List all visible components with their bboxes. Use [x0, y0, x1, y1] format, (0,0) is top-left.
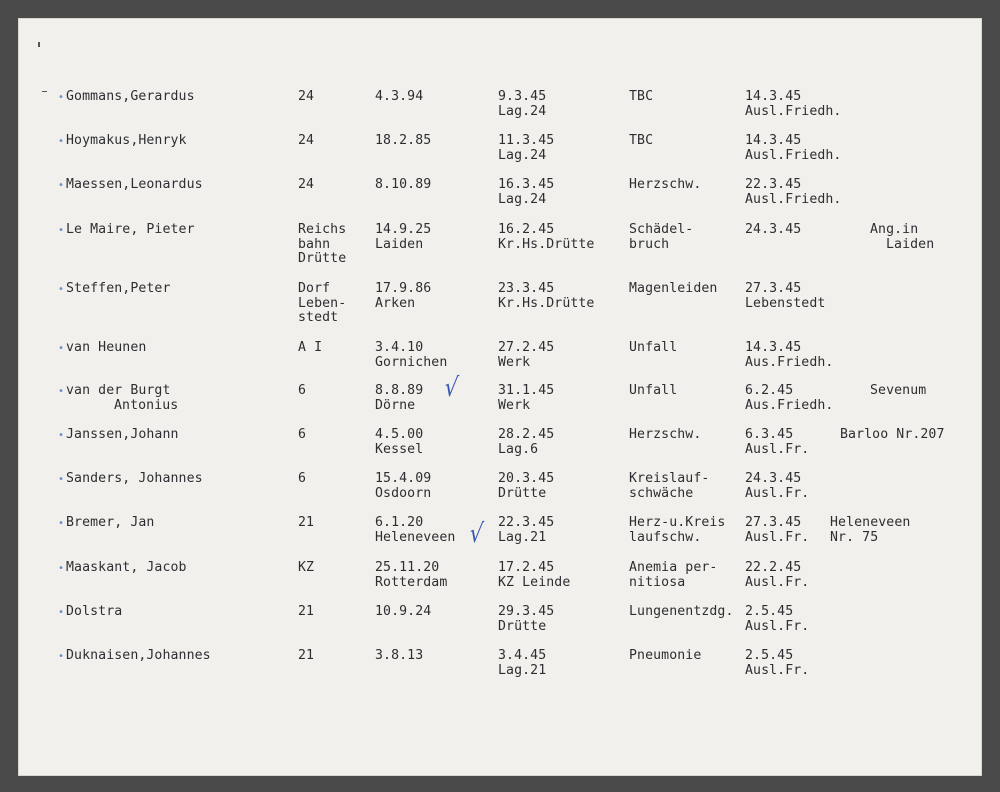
death-cell — [745, 561, 809, 590]
unit-cell-line: 21 — [298, 648, 315, 663]
document-page — [18, 18, 982, 776]
entry-cell-line: 28.2.45 — [498, 427, 555, 442]
row-bullet-icon: • — [58, 92, 65, 103]
cause-cell-line: nitiosa — [629, 574, 686, 590]
cause-cell-line: TBC — [629, 133, 654, 148]
birth-cell-line: 4.5.00 — [375, 427, 424, 442]
birth-cell-line: 8.8.89 — [375, 383, 424, 398]
birth-cell-line: 8.10.89 — [375, 177, 432, 192]
unit-cell-line: 6 — [298, 383, 307, 398]
birth-cell — [375, 178, 431, 193]
unit-cell-line: A I — [298, 340, 323, 355]
table-row — [18, 649, 982, 709]
unit-cell — [298, 90, 314, 105]
death-cell-line: 27.3.45 — [745, 281, 802, 296]
death-cell-line: Ausl.Friedh. — [745, 191, 842, 207]
entry-cell-line: Lag.21 — [498, 529, 547, 545]
death-cell — [745, 90, 841, 119]
name-cell-line: Le Maire, Pieter — [66, 222, 195, 237]
entry-cell — [498, 341, 554, 370]
entry-cell — [498, 649, 546, 678]
birth-cell — [375, 561, 447, 590]
checkmark-icon: √ — [442, 373, 460, 403]
row-bullet-icon: • — [58, 474, 65, 485]
home-cell-line: Barloo Nr.207 — [840, 427, 945, 442]
death-cell-line: Ausl.Fr. — [745, 441, 810, 457]
birth-cell-line: Osdoorn — [375, 485, 432, 501]
cause-cell — [629, 605, 734, 620]
birth-cell-line: Laiden — [375, 236, 424, 252]
death-cell — [745, 516, 809, 545]
unit-cell-line: 24 — [298, 133, 315, 148]
row-bullet-icon: • — [58, 343, 65, 354]
birth-cell — [375, 428, 423, 457]
entry-cell — [498, 134, 554, 163]
entry-cell — [498, 223, 594, 252]
death-cell-line: Lebenstedt — [745, 295, 826, 311]
entry-cell-line: Drütte — [498, 618, 547, 634]
name-cell — [66, 134, 187, 149]
birth-cell-line: Kessel — [375, 441, 424, 457]
entry-cell-line: 16.2.45 — [498, 222, 555, 237]
entry-cell — [498, 178, 554, 207]
name-cell-line: Maaskant, Jacob — [66, 560, 187, 575]
cause-cell-line: Pneumonie — [629, 648, 702, 663]
cause-cell-line: Schädel- — [629, 222, 694, 237]
name-cell — [66, 605, 122, 620]
entry-cell-line: Werk — [498, 354, 531, 370]
cause-cell-line: TBC — [629, 89, 654, 104]
cause-cell-line: Herz-u.Kreis — [629, 515, 726, 530]
row-bullet-icon: • — [58, 563, 65, 574]
home-cell — [840, 428, 945, 443]
unit-cell — [298, 223, 346, 267]
entry-cell-line: 3.4.45 — [498, 648, 547, 663]
home-cell-line: Heleneveen — [830, 515, 911, 530]
name-cell-line: Duknaisen,Johannes — [66, 648, 211, 663]
name-cell-line: Sanders, Johannes — [66, 471, 203, 486]
cause-cell-line: Magenleiden — [629, 281, 718, 296]
entry-cell — [498, 428, 554, 457]
cause-cell — [629, 282, 717, 297]
entry-cell-line: 16.3.45 — [498, 177, 555, 192]
cause-cell-line: Lungenentzdg. — [629, 604, 734, 619]
entry-cell-line: 31.1.45 — [498, 383, 555, 398]
entry-cell-line: 22.3.45 — [498, 515, 555, 530]
death-cell — [745, 282, 825, 311]
home-cell-line: Laiden — [886, 236, 935, 252]
unit-cell — [298, 605, 314, 620]
unit-cell-line: 21 — [298, 604, 315, 619]
death-cell-line: 22.2.45 — [745, 560, 802, 575]
name-cell-line: Bremer, Jan — [66, 515, 155, 530]
entry-cell-line: Lag.24 — [498, 103, 547, 119]
table-row — [18, 223, 982, 283]
death-cell-line: 6.3.45 — [745, 427, 794, 442]
entry-cell-line: Lag.21 — [498, 662, 547, 678]
name-cell — [66, 178, 203, 193]
name-cell-line: Dolstra — [66, 604, 123, 619]
cause-cell — [629, 516, 725, 545]
birth-cell-line: Dörne — [375, 397, 416, 413]
name-cell — [66, 282, 171, 297]
cause-cell-line: Unfall — [629, 340, 678, 355]
cause-cell-line: bruch — [629, 236, 670, 252]
birth-cell-line: Gornichen — [375, 354, 448, 370]
death-cell — [745, 428, 809, 457]
name-cell — [66, 472, 203, 487]
cause-cell — [629, 134, 653, 149]
name-cell-line: Janssen,Johann — [66, 427, 179, 442]
row-bullet-icon: • — [58, 180, 65, 191]
name-cell-line: Maessen,Leonardus — [66, 177, 203, 192]
death-cell-line: Ausl.Friedh. — [745, 147, 842, 163]
death-cell-line: 2.5.45 — [745, 648, 794, 663]
birth-cell-line: 15.4.09 — [375, 471, 432, 486]
death-cell — [745, 341, 833, 370]
entry-cell-line: Lag.24 — [498, 191, 547, 207]
death-cell-line: 22.3.45 — [745, 177, 802, 192]
name-cell-line: Hoymakus,Henryk — [66, 133, 187, 148]
unit-cell-line: Leben- — [298, 295, 347, 311]
unit-cell — [298, 134, 314, 149]
birth-cell — [375, 649, 423, 664]
birth-cell — [375, 384, 423, 413]
cause-cell — [629, 428, 701, 443]
death-cell — [745, 384, 833, 413]
row-bullet-icon: • — [58, 386, 65, 397]
entry-cell-line: Kr.Hs.Drütte — [498, 295, 595, 311]
unit-cell — [298, 178, 314, 193]
unit-cell-line: 24 — [298, 89, 315, 104]
unit-cell — [298, 561, 314, 576]
cause-cell-line: laufschw. — [629, 529, 702, 545]
death-cell — [745, 178, 841, 207]
entry-cell — [498, 605, 554, 634]
row-bullet-icon: • — [58, 225, 65, 236]
death-cell-line: Ausl.Friedh. — [745, 103, 842, 119]
unit-cell — [298, 341, 322, 356]
home-cell — [870, 384, 926, 399]
row-bullet-icon: • — [58, 651, 65, 662]
death-cell-line: Ausl.Fr. — [745, 662, 810, 678]
unit-cell — [298, 282, 346, 326]
death-cell — [745, 134, 841, 163]
name-cell — [66, 516, 154, 531]
death-cell-line: 24.3.45 — [745, 222, 802, 237]
table-row — [18, 282, 982, 342]
birth-cell-line: Heleneveen — [375, 529, 456, 545]
birth-cell-line: 25.11.20 — [375, 560, 440, 575]
death-cell-line: Ausl.Fr. — [745, 529, 810, 545]
cause-cell — [629, 649, 701, 664]
birth-cell-line: 17.9.86 — [375, 281, 432, 296]
unit-cell-line: stedt — [298, 310, 339, 326]
death-cell-line: 27.3.45 — [745, 515, 802, 530]
home-cell-line: Sevenum — [870, 383, 927, 398]
birth-cell — [375, 282, 431, 311]
birth-cell-line: Arken — [375, 295, 416, 311]
birth-cell-line: 6.1.20 — [375, 515, 424, 530]
birth-cell-line: 10.9.24 — [375, 604, 432, 619]
name-cell-line: Gommans,Gerardus — [66, 89, 195, 104]
birth-cell-line: Rotterdam — [375, 574, 448, 590]
unit-cell — [298, 516, 314, 531]
row-bullet-icon: • — [58, 136, 65, 147]
entry-cell-line: Werk — [498, 397, 531, 413]
home-cell-line: Nr. 75 — [830, 529, 879, 545]
death-cell-line: Ausl.Fr. — [745, 618, 810, 634]
birth-cell — [375, 341, 447, 370]
birth-cell-line: 3.4.10 — [375, 340, 424, 355]
entry-cell — [498, 90, 546, 119]
cause-cell — [629, 90, 653, 105]
entry-cell-line: 17.2.45 — [498, 560, 555, 575]
unit-cell — [298, 384, 306, 399]
birth-cell-line: 3.8.13 — [375, 648, 424, 663]
birth-cell — [375, 90, 423, 105]
entry-cell-line: 23.3.45 — [498, 281, 555, 296]
entry-cell — [498, 516, 554, 545]
cause-cell-line: schwäche — [629, 485, 694, 501]
birth-cell-line: 14.9.25 — [375, 222, 432, 237]
entry-cell — [498, 384, 554, 413]
death-cell-line: Ausl.Fr. — [745, 574, 810, 590]
paper-mark — [38, 42, 40, 47]
death-cell-line: Aus.Friedh. — [745, 354, 834, 370]
name-cell — [66, 649, 211, 664]
cause-cell-line: Herzschw. — [629, 427, 702, 442]
death-cell-line: 14.3.45 — [745, 340, 802, 355]
entry-cell — [498, 561, 570, 590]
death-cell-line: 24.3.45 — [745, 471, 802, 486]
unit-cell-line: Dorf — [298, 281, 331, 296]
entry-cell-line: Kr.Hs.Drütte — [498, 236, 595, 252]
entry-cell — [498, 282, 594, 311]
entry-cell-line: KZ Leinde — [498, 574, 571, 590]
home-cell — [870, 223, 934, 252]
death-cell — [745, 472, 809, 501]
name-cell — [66, 341, 146, 356]
name-cell-line: van Heunen — [66, 340, 147, 355]
entry-cell-line: 11.3.45 — [498, 133, 555, 148]
unit-cell-line: 6 — [298, 427, 307, 442]
row-bullet-icon: • — [58, 518, 65, 529]
row-bullet-icon: • — [58, 284, 65, 295]
death-cell — [745, 223, 801, 238]
cause-cell-line: Unfall — [629, 383, 678, 398]
name-cell — [66, 428, 179, 443]
cause-cell — [629, 561, 717, 590]
death-cell-line: 14.3.45 — [745, 89, 802, 104]
unit-cell — [298, 428, 306, 443]
death-cell-line: Aus.Friedh. — [745, 397, 834, 413]
checkmark-icon: √ — [467, 519, 485, 549]
birth-cell — [375, 605, 431, 620]
name-cell-line: Steffen,Peter — [66, 281, 171, 296]
entry-cell-line: Drütte — [498, 485, 547, 501]
death-cell-line: 14.3.45 — [745, 133, 802, 148]
unit-cell-line: bahn — [298, 236, 331, 252]
death-cell-line: 6.2.45 — [745, 383, 794, 398]
name-cell-line: van der Burgt — [66, 383, 171, 398]
birth-cell — [375, 472, 431, 501]
death-cell-line: Ausl.Fr. — [745, 485, 810, 501]
unit-cell-line: 21 — [298, 515, 315, 530]
entry-cell-line: 27.2.45 — [498, 340, 555, 355]
cause-cell-line: Herzschw. — [629, 177, 702, 192]
cause-cell — [629, 341, 677, 356]
death-cell — [745, 605, 809, 634]
unit-cell-line: KZ — [298, 560, 315, 575]
name-cell — [66, 223, 195, 238]
birth-cell — [375, 516, 455, 545]
name-cell — [66, 561, 187, 576]
cause-cell-line: Anemia per- — [629, 560, 718, 575]
cause-cell — [629, 384, 677, 399]
entry-cell-line: Lag.6 — [498, 441, 539, 457]
birth-cell-line: 4.3.94 — [375, 89, 424, 104]
entry-cell-line: 9.3.45 — [498, 89, 547, 104]
birth-cell — [375, 134, 431, 149]
unit-cell-line: Drütte — [298, 251, 347, 267]
cause-cell — [629, 223, 693, 252]
entry-cell-line: 20.3.45 — [498, 471, 555, 486]
cause-cell — [629, 472, 709, 501]
entry-cell — [498, 472, 554, 501]
home-cell — [830, 516, 910, 545]
row-bullet-icon: • — [58, 430, 65, 441]
birth-cell — [375, 223, 431, 252]
cause-cell-line: Kreislauf- — [629, 471, 710, 486]
unit-cell-line: 6 — [298, 471, 307, 486]
name-cell-line: Antonius — [114, 397, 179, 413]
row-bullet-icon: • — [58, 607, 65, 618]
name-cell — [66, 384, 178, 413]
name-cell — [66, 90, 195, 105]
unit-cell — [298, 649, 314, 664]
unit-cell — [298, 472, 306, 487]
unit-cell-line: 24 — [298, 177, 315, 192]
death-cell — [745, 649, 809, 678]
entry-cell-line: Lag.24 — [498, 147, 547, 163]
unit-cell-line: Reichs — [298, 222, 347, 237]
home-cell-line: Ang.in — [870, 222, 919, 237]
death-cell-line: 2.5.45 — [745, 604, 794, 619]
cause-cell — [629, 178, 701, 193]
birth-cell-line: 18.2.85 — [375, 133, 432, 148]
entry-cell-line: 29.3.45 — [498, 604, 555, 619]
